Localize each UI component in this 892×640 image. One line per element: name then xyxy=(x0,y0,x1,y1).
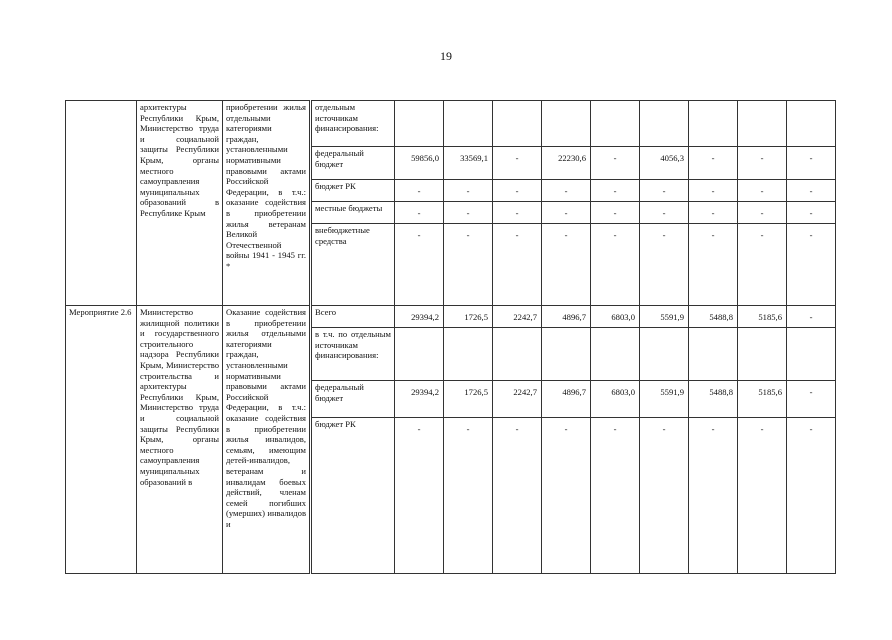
event-cell xyxy=(66,101,137,306)
value-cell: - xyxy=(591,147,640,180)
value-cell: - xyxy=(591,224,640,306)
value-cell xyxy=(591,328,640,381)
value-cell: - xyxy=(738,180,787,202)
value-cell: - xyxy=(689,202,738,224)
value-cell: 4896,7 xyxy=(542,381,591,418)
value-cell: 4896,7 xyxy=(542,306,591,328)
value-cell xyxy=(591,101,640,147)
value-cell: - xyxy=(640,418,689,574)
description-cell: Оказание содействия в приобретении жилья отдельными категориями граждан, установленными нормативными правовыми актами Российской Федерации, в т.ч.: оказание содействия в приобретении жилья инвалидов, семьям, имеющим детей-инвалидов, ветеранам и инвалидам боевых действий, членам семей погибших (умерших) инвалидов и xyxy=(223,306,311,574)
value-cell: - xyxy=(542,202,591,224)
value-cell: - xyxy=(787,224,836,306)
value-cell: - xyxy=(395,418,444,574)
value-cell: - xyxy=(493,147,542,180)
description-cell: приобретении жилья отдельными категориями граждан, установленными нормативными правовыми актами Российской Федерации, в т.ч.: оказание содействия в приобретении жилья ветеранам Великой Отечественной войны 1941 - 1945 гг. * xyxy=(223,101,311,306)
value-cell: - xyxy=(738,224,787,306)
value-cell: 5185,6 xyxy=(738,381,787,418)
value-cell: - xyxy=(395,224,444,306)
value-cell: 33569,1 xyxy=(444,147,493,180)
value-cell: 5488,8 xyxy=(689,306,738,328)
value-cell: 59856,0 xyxy=(395,147,444,180)
value-cell: 6803,0 xyxy=(591,306,640,328)
value-cell xyxy=(493,328,542,381)
funding-source-cell: внебюджетные средства xyxy=(311,224,395,306)
value-cell: - xyxy=(591,418,640,574)
value-cell xyxy=(395,101,444,147)
value-cell: - xyxy=(787,147,836,180)
funding-source-cell: федеральный бюджет xyxy=(311,381,395,418)
funding-source-cell: Всего xyxy=(311,306,395,328)
value-cell xyxy=(689,101,738,147)
value-cell: - xyxy=(689,224,738,306)
value-cell: - xyxy=(444,180,493,202)
funding-source-cell: федеральный бюджет xyxy=(311,147,395,180)
value-cell: - xyxy=(542,224,591,306)
value-cell: - xyxy=(738,418,787,574)
value-cell: 29394,2 xyxy=(395,381,444,418)
value-cell xyxy=(738,328,787,381)
value-cell: - xyxy=(444,224,493,306)
value-cell: 5185,6 xyxy=(738,306,787,328)
value-cell: - xyxy=(640,202,689,224)
value-cell: - xyxy=(444,202,493,224)
value-cell: 29394,2 xyxy=(395,306,444,328)
value-cell xyxy=(493,101,542,147)
value-cell xyxy=(444,101,493,147)
value-cell: 5488,8 xyxy=(689,381,738,418)
funding-source-cell: бюджет РК xyxy=(311,180,395,202)
value-cell xyxy=(444,328,493,381)
value-cell: - xyxy=(787,306,836,328)
value-cell: - xyxy=(640,224,689,306)
value-cell: - xyxy=(689,180,738,202)
value-cell: - xyxy=(640,180,689,202)
event-cell: Мероприятие 2.6 xyxy=(66,306,137,574)
value-cell xyxy=(542,101,591,147)
value-cell: - xyxy=(493,202,542,224)
value-cell: 5591,9 xyxy=(640,381,689,418)
funding-source-cell: бюджет РК xyxy=(311,418,395,574)
value-cell: - xyxy=(493,224,542,306)
financing-table xyxy=(65,100,836,574)
value-cell: 5591,9 xyxy=(640,306,689,328)
value-cell: 6803,0 xyxy=(591,381,640,418)
value-cell: 2242,7 xyxy=(493,381,542,418)
value-cell: - xyxy=(395,180,444,202)
value-cell: - xyxy=(395,202,444,224)
value-cell: - xyxy=(493,180,542,202)
value-cell: - xyxy=(542,418,591,574)
value-cell: - xyxy=(591,202,640,224)
executors-cell: архитектуры Республики Крым, Министерство труда и социальной защиты Республики Крым, органы местного самоуправления муниципальных образований в Республике Крым xyxy=(137,101,223,306)
value-cell: - xyxy=(738,147,787,180)
value-cell: - xyxy=(689,418,738,574)
value-cell xyxy=(738,101,787,147)
value-cell: 4056,3 xyxy=(640,147,689,180)
value-cell: - xyxy=(542,180,591,202)
page-number: 19 xyxy=(440,49,452,63)
value-cell: - xyxy=(591,180,640,202)
value-cell xyxy=(640,101,689,147)
funding-source-cell: отдельным источникам финансирования: xyxy=(311,101,395,147)
value-cell xyxy=(542,328,591,381)
funding-source-cell: местные бюджеты xyxy=(311,202,395,224)
value-cell: - xyxy=(493,418,542,574)
value-cell xyxy=(787,101,836,147)
funding-source-cell: в т.ч. по отдельным источникам финансирования: xyxy=(311,328,395,381)
value-cell xyxy=(395,328,444,381)
value-cell: 2242,7 xyxy=(493,306,542,328)
table-row xyxy=(66,101,836,147)
value-cell: - xyxy=(787,381,836,418)
value-cell: 1726,5 xyxy=(444,381,493,418)
value-cell: - xyxy=(689,147,738,180)
value-cell: - xyxy=(787,202,836,224)
value-cell xyxy=(689,328,738,381)
executors-cell: Министерство жилищной политики и государственного строительного надзора Республики Крым, Министерство строительства и архитектуры Республики Крым, Министерство труда и социальной защиты Республики Крым, органы местного самоуправления муниципальных образований в xyxy=(137,306,223,574)
value-cell: - xyxy=(787,418,836,574)
value-cell: 1726,5 xyxy=(444,306,493,328)
value-cell xyxy=(787,328,836,381)
value-cell: 22230,6 xyxy=(542,147,591,180)
value-cell: - xyxy=(444,418,493,574)
value-cell xyxy=(640,328,689,381)
value-cell: - xyxy=(738,202,787,224)
table-row xyxy=(66,306,836,328)
value-cell: - xyxy=(787,180,836,202)
